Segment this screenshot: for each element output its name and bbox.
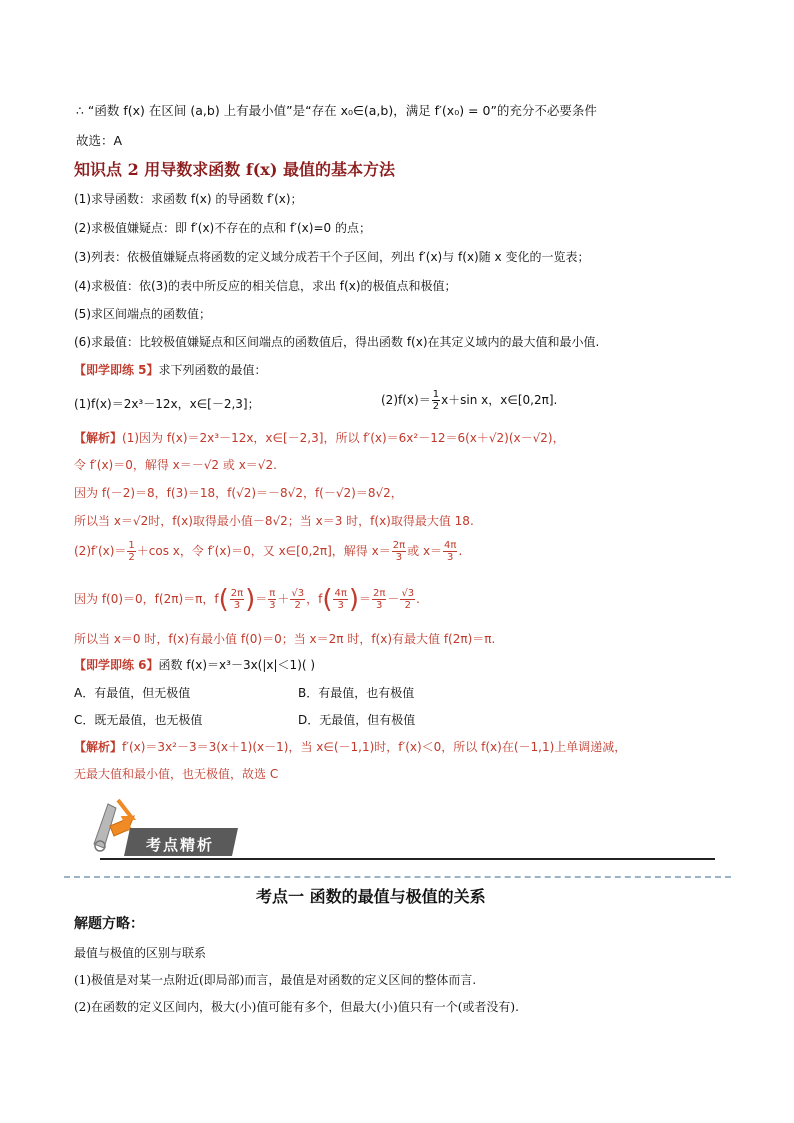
option-c: C．既无最值，也无极值 (74, 713, 203, 727)
a6-eq: ＝ (255, 592, 268, 606)
method-heading: 解题方略： (74, 916, 144, 932)
frac-num: 2π (392, 540, 406, 551)
frac-num: 2π (230, 588, 244, 599)
a5-end: . (458, 544, 463, 558)
solution-5-text-1: (1)因为 f(x)＝2x³－12x，x∈[－2,3]，所以 f′(x)＝6x²－12＝6(x＋√2)(x－√2)， (122, 431, 565, 445)
frac-den: 3 (269, 600, 276, 611)
a6-prefix: 因为 f(0)＝0，f(2π)＝π，f (74, 592, 219, 606)
exercise-5-part-1: (1)f(x)＝2x³－12x，x∈[－2,3]； (74, 397, 260, 411)
a5-prefix: (2)f′(x)＝ (74, 544, 127, 558)
step-2: (2)求极值嫌疑点：即 f′(x)不存在的点和 f′(x)=0 的点； (74, 221, 371, 235)
banner-underline (100, 858, 715, 860)
a6-minus: － (387, 592, 400, 606)
exercise-5-tag: 【即学即练 5】 (74, 363, 159, 377)
frac-den: 3 (447, 552, 454, 563)
frac-num: 1 (432, 389, 440, 400)
method-intro: 最值与极值的区别与联系 (74, 946, 207, 960)
solution-5-line-4: 所以当 x＝√2时，f(x)取得最小值－8√2；当 x＝3 时，f(x)取得最大值 18. (74, 514, 474, 528)
solution-5-line-5 (74, 535, 462, 567)
exercise-5-part-2 (381, 385, 557, 415)
a5-middle: ＋cos x，令 f′(x)＝0，又 x∈[0,2π]，解得 x＝ (136, 544, 391, 558)
solution-5-tag: 【解析】 (74, 431, 123, 445)
a5-or: 或 x＝ (407, 544, 443, 558)
a5-frac-3 (443, 540, 457, 563)
solution-5-line-6: 因为 f(0)＝0，f(2π)＝π，f( $\frac{2\pi}{3}$ )＝ $\frac{\pi}{3}$ ＋ $\frac{√3}{2}$ ，f( $\frac{4\pi}{3}$ )＝ $\frac{2\pi}{3}$ － $\frac{√3}{2}$ . (74, 584, 420, 615)
solution-6-tag: 【解析】 (74, 740, 123, 754)
frac-den: 2 (128, 552, 135, 563)
solution-5-line-1 (74, 429, 565, 446)
frac-den: 2 (294, 600, 301, 611)
solution-5-line-7: 所以当 x＝0 时，f(x)有最小值 f(0)＝0；当 x＝2π 时，f(x)有最大值 f(2π)＝π. (74, 632, 496, 646)
option-a: A．有最值，但无极值 (74, 686, 191, 700)
solution-6-line-2: 无最大值和最小值，也无极值，故选 C (74, 767, 279, 781)
exercise-5-prompt: 求下列函数的最值： (158, 363, 267, 377)
knowledge-point-title: 知识点 2 用导数求函数 f(x) 最值的基本方法 (74, 160, 395, 179)
p2-prefix: (2)f(x)＝ (381, 393, 431, 407)
step-5: (5)求区间端点的函数值； (74, 307, 211, 321)
a5-frac-2 (392, 540, 406, 563)
method-point-1: (1)极值是对某一点附近(即局部)而言，最值是对函数的定义区间的整体而言. (74, 973, 477, 987)
frac-den: 2 (432, 401, 440, 412)
section-divider (64, 876, 731, 878)
section-title: 考点一 函数的最值与极值的关系 (256, 887, 486, 906)
a6-frac-5 (372, 588, 386, 611)
a6-comma: ，f (306, 592, 323, 606)
a6-eq-2: ＝ (359, 592, 372, 606)
answer-line: 故选：A (76, 133, 123, 148)
frac-den: 2 (404, 600, 411, 611)
frac-den: 3 (233, 600, 241, 611)
fraction-half (432, 389, 440, 412)
frac-num: √3 (401, 588, 415, 599)
exercise-6-prompt: 函数 f(x)＝x³－3x(|x|＜1)( ) (158, 658, 316, 672)
step-3: (3)列表：依极值嫌疑点将函数的定义域分成若干个子区间，列出 f′(x)与 f(x)随 x 变化的一览表； (74, 250, 590, 264)
a6-frac-1 (230, 588, 244, 611)
banner-title: 考点精析 (146, 836, 215, 854)
a6-frac-3 (290, 588, 305, 611)
frac-den: 3 (395, 552, 403, 563)
option-d: D．无最值，但有极值 (298, 713, 416, 727)
frac-num: √3 (291, 588, 305, 599)
solution-6-text-1: f′(x)＝3x²－3＝3(x＋1)(x－1)，当 x∈(－1,1)时，f′(x)＜0，所以 f(x)在(－1,1)上单调递减， (122, 740, 627, 754)
exercise-5-header (74, 361, 267, 378)
a6-frac-2 (268, 588, 276, 611)
a6-frac-4 (333, 588, 347, 611)
solution-6-line-1 (74, 738, 626, 755)
frac-den: 3 (337, 600, 344, 611)
conclusion-line: ∴ “函数 f(x) 在区间 (a,b) 上有最小值”是“存在 x₀∈(a,b)，满足 f′(x₀) = 0”的充分不必要条件 (76, 103, 597, 118)
frac-num: π (269, 588, 276, 599)
option-b: B．有最值，也有极值 (298, 686, 415, 700)
a6-plus: ＋ (277, 592, 290, 606)
step-4: (4)求极值：依(3)的表中所反应的相关信息，求出 f(x)的极值点和极值； (74, 279, 457, 293)
solution-5-line-3: 因为 f(－2)＝8，f(3)＝18，f(√2)＝－8√2，f(－√2)＝8√2， (74, 486, 403, 500)
step-1: (1)求导函数：求函数 f(x) 的导函数 f′(x)； (74, 192, 303, 206)
a6-frac-6 (400, 588, 415, 611)
exercise-6-tag: 【即学即练 6】 (74, 658, 159, 672)
a6-end: . (416, 592, 420, 606)
frac-num: 4π (334, 588, 347, 599)
step-6: (6)求最值：比较极值嫌疑点和区间端点的函数值后，得出函数 f(x)在其定义域内的最大值和最小值. (74, 335, 600, 349)
method-point-2: (2)在函数的定义区间内，极大(小)值可能有多个，但最大(小)值只有一个(或者没有). (74, 1000, 519, 1014)
exercise-6-header (74, 656, 315, 673)
solution-5-line-2: 令 f′(x)＝0，解得 x＝－√2 或 x＝√2. (74, 458, 277, 472)
frac-num: 1 (128, 540, 135, 551)
p2-suffix: x＋sin x，x∈[0,2π]. (441, 393, 558, 407)
frac-num: 4π (444, 540, 457, 551)
frac-den: 3 (376, 600, 383, 611)
frac-num: 2π (373, 588, 386, 599)
a5-frac-1 (127, 540, 135, 563)
